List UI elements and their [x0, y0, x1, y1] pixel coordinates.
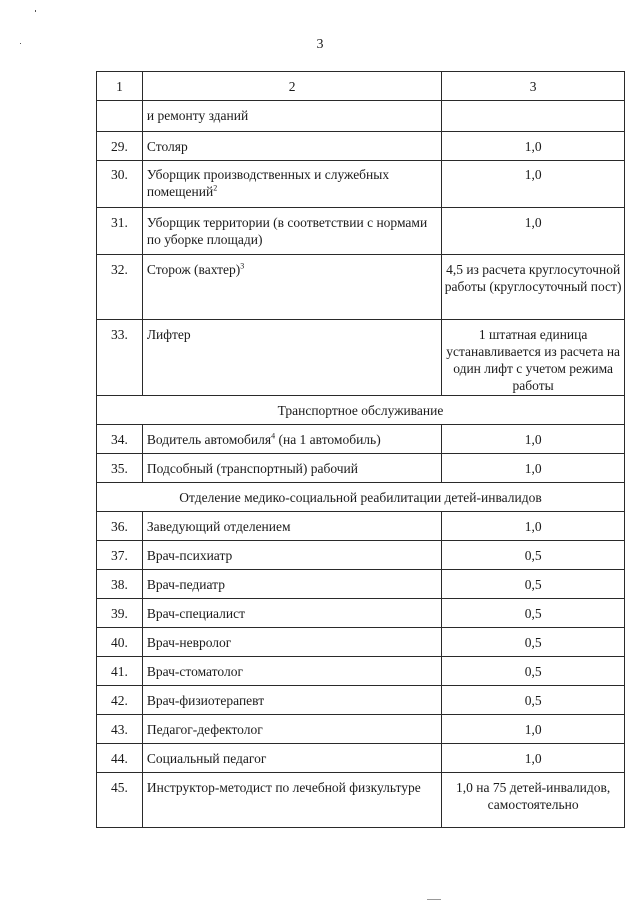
row-number: 32. [97, 255, 143, 320]
table-row [97, 425, 625, 454]
row-number: 40. [97, 628, 143, 657]
staff-position: Инструктор-методист по лечебной физкультуре [142, 773, 441, 828]
staff-position: Подсобный (транспортный) рабочий [142, 454, 441, 483]
staff-units: 1,0 [442, 744, 625, 773]
staff-position: Педагог-дефектолог [142, 715, 441, 744]
table-row [97, 208, 625, 255]
staff-units: 1,0 [442, 425, 625, 454]
staff-position: Заведующий отделением [142, 512, 441, 541]
staff-position: Врач-невролог [142, 628, 441, 657]
staff-position: Столяр [142, 132, 441, 161]
staff-position: Водитель автомобиля$^4$ (на 1 автомобиль) [142, 425, 441, 454]
section-row [97, 483, 625, 512]
row-number: 42. [97, 686, 143, 715]
row-number: 39. [97, 599, 143, 628]
table-row [97, 255, 625, 320]
row-number [97, 101, 143, 132]
staff-units: 1,0 [442, 454, 625, 483]
row-number: 44. [97, 744, 143, 773]
staff-units: 0,5 [442, 628, 625, 657]
staff-units: 0,5 [442, 686, 625, 715]
table-row [97, 628, 625, 657]
footnote-ref: 2 [213, 183, 218, 193]
row-number: 30. [97, 161, 143, 208]
table-row [97, 773, 625, 828]
section-row [97, 396, 625, 425]
staff-units: 0,5 [442, 570, 625, 599]
page-number: 3 [316, 37, 324, 52]
staff-position: Уборщик территории (в соответствии с нормами по уборке площади) [142, 208, 441, 255]
table-row [97, 599, 625, 628]
table-row [97, 541, 625, 570]
table-row [97, 744, 625, 773]
staff-table [96, 71, 625, 828]
staff-position: Врач-стоматолог [142, 657, 441, 686]
section-title: Транспортное обслуживание [97, 396, 625, 425]
table-row [97, 570, 625, 599]
staff-position: Врач-психиатр [142, 541, 441, 570]
table-row [97, 132, 625, 161]
table-header-row [97, 72, 625, 101]
table-row [97, 101, 625, 132]
footnote-ref: 4 [271, 431, 276, 441]
staff-position: и ремонту зданий [142, 101, 441, 132]
header-col-1: 1 [97, 72, 143, 101]
row-number: 36. [97, 512, 143, 541]
scan-edge-mark [427, 899, 441, 900]
table-row [97, 657, 625, 686]
staff-position: Уборщик производственных и служебных помещений$^2$ [142, 161, 441, 208]
table-row [97, 686, 625, 715]
table-row [97, 715, 625, 744]
row-number: 34. [97, 425, 143, 454]
row-number: 29. [97, 132, 143, 161]
staff-position: Врач-физиотерапевт [142, 686, 441, 715]
row-number: 35. [97, 454, 143, 483]
header-col-3: 3 [442, 72, 625, 101]
table-row [97, 512, 625, 541]
staff-units: 4,5 из расчета круглосуточной работы (круглосуточный пост) [442, 255, 625, 320]
staff-units: 1,0 [442, 512, 625, 541]
staff-units [442, 101, 625, 132]
footnote-ref: 3 [240, 261, 245, 271]
staff-position: Лифтер [142, 320, 441, 396]
staff-units: 1 штатная единица устанавливается из расчета на один лифт с учетом режима работы [442, 320, 625, 396]
section-title: Отделение медико-социальной реабилитации детей-инвалидов [97, 483, 625, 512]
staff-position: Сторож (вахтер)$^3$ [142, 255, 441, 320]
staff-units: 1,0 [442, 132, 625, 161]
staff-units: 1,0 [442, 161, 625, 208]
row-number: 38. [97, 570, 143, 599]
staff-position: Врач-специалист [142, 599, 441, 628]
staff-units: 1,0 на 75 детей-инвалидов, самостоятельно [442, 773, 625, 828]
staff-units: 0,5 [442, 599, 625, 628]
table-row [97, 454, 625, 483]
row-number: 37. [97, 541, 143, 570]
row-number: 41. [97, 657, 143, 686]
header-col-2: 2 [142, 72, 441, 101]
staff-position: Социальный педагог [142, 744, 441, 773]
staff-units: 1,0 [442, 715, 625, 744]
scan-dot [35, 10, 36, 12]
row-number: 43. [97, 715, 143, 744]
row-number: 33. [97, 320, 143, 396]
table-row [97, 320, 625, 396]
staff-units: 0,5 [442, 541, 625, 570]
row-number: 31. [97, 208, 143, 255]
staff-units: 0,5 [442, 657, 625, 686]
staff-units: 1,0 [442, 208, 625, 255]
row-number: 45. [97, 773, 143, 828]
staff-position: Врач-педиатр [142, 570, 441, 599]
table-row [97, 161, 625, 208]
